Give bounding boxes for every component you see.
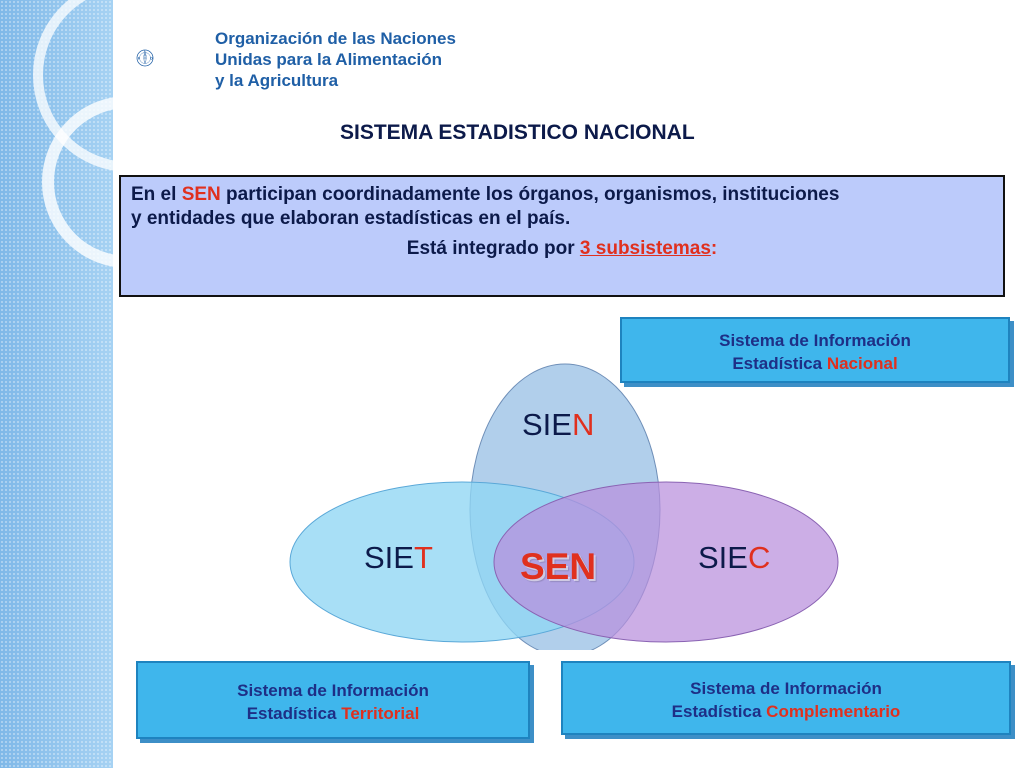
svg-text:F: F [138,56,141,61]
callout-line: Sistema de Información [237,681,429,700]
venn-label-base: SIE [364,540,414,575]
venn-label-accent: C [747,540,771,575]
intro-line-3-colon: : [710,238,718,259]
venn-label-base: SIE [698,540,748,575]
callout-base: Estadística [246,704,342,723]
svg-text:O: O [150,56,153,61]
callout-accent: Territorial [341,704,420,723]
intro-line-2: y entidades que elaboran estadísticas en el país. [131,208,571,229]
organization-name-line: Organización de las Naciones [215,29,456,48]
intro-line-3 [131,237,993,261]
subsystems-link[interactable]: 3 subsistemas [579,238,711,259]
callout-base: Estadística [732,354,827,373]
callout-line: Sistema de Información [690,679,882,698]
venn-label-base: SIE [522,407,572,442]
callout-siec-complementario [561,661,1011,735]
venn-label-accent: N [571,407,595,442]
callout-line: Sistema de Información [719,331,911,350]
callout-base: Estadística [671,702,767,721]
venn-label-siet [364,540,433,576]
venn-diagram [280,360,840,650]
organization-name-line: Unidas para la Alimentación [215,50,443,69]
callout-line [563,700,1009,723]
slide-title: SISTEMA ESTADISTICO NACIONAL [340,121,695,144]
organization-name-line: y la Agricultura [215,71,339,90]
callout-accent: Nacional [826,354,898,373]
intro-line-3-prefix: Está integrado por [406,238,580,259]
intro-text-box [119,175,1005,297]
callout-line [138,702,528,725]
intro-suffix: participan coordinadamente los órganos, organismos, instituciones [220,184,840,205]
callout-siet-territorial [136,661,530,739]
venn-center-sen: SEN [520,546,597,587]
venn-label-accent: T [413,540,433,575]
organization-name [215,28,475,91]
sen-highlight: SEN [181,184,221,205]
callout-accent: Complementario [766,702,901,721]
intro-line-1 [131,183,993,207]
venn-label-sien [522,407,594,443]
intro-prefix: En el [131,184,182,205]
venn-label-siec [698,540,770,576]
fao-logo-emblem [136,22,216,94]
svg-text:A: A [143,50,146,54]
